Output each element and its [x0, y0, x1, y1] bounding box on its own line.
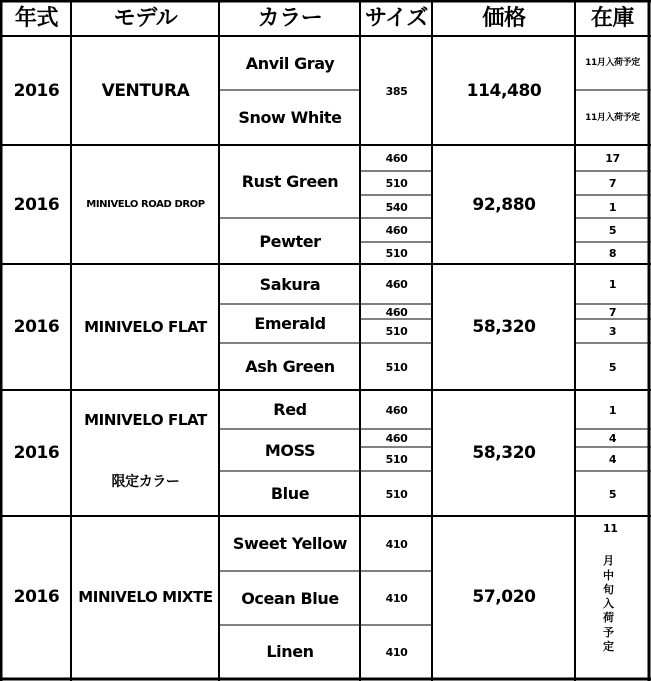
size-cell: 510 [385, 325, 408, 338]
stock-note-vertical: 11 月 中 旬 入 荷 予 定 [603, 522, 618, 654]
header-size: サイズ [364, 6, 429, 31]
size-cell: 510 [385, 360, 408, 374]
size-cell: 540 [385, 200, 408, 214]
color-cell: Emerald [254, 314, 326, 333]
model-cell: MINIVELO FLAT [84, 410, 207, 429]
color-cell: Ocean Blue [241, 588, 339, 608]
year-cell: 2016 [13, 587, 60, 607]
size-cell: 385 [385, 84, 408, 98]
size-cell: 460 [385, 224, 408, 237]
color-cell: Sweet Yellow [232, 534, 348, 553]
price-cell: 58,320 [472, 317, 536, 337]
stock-cell: 17 [605, 152, 620, 165]
year-cell: 2016 [13, 194, 60, 215]
header-year: 年式 [14, 6, 59, 31]
color-cell: Rust Green [241, 172, 339, 191]
year-cell: 2016 [13, 80, 60, 101]
stock-cell: 5 [608, 224, 617, 237]
model-cell: VENTURA [101, 80, 190, 101]
color-cell: Red [273, 400, 307, 419]
stock-cell: 4 [608, 453, 617, 466]
size-cell: 410 [385, 645, 408, 659]
size-cell: 460 [385, 403, 408, 417]
stock-cell: 11月入荷予定 [585, 112, 640, 123]
size-cell: 510 [385, 453, 408, 466]
size-cell: 410 [385, 537, 408, 551]
color-cell: Sakura [259, 274, 321, 294]
stock-cell: 1 [608, 200, 617, 214]
stock-cell: 3 [608, 325, 617, 338]
year-cell: 2016 [13, 317, 60, 337]
price-cell: 57,020 [472, 587, 536, 607]
header-model: モデル [113, 6, 178, 31]
model-cell: MINIVELO ROAD DROP [86, 199, 205, 210]
stock-cell: 8 [608, 247, 617, 260]
stock-cell: 1 [608, 403, 617, 417]
stock-cell: 1 [608, 278, 617, 291]
color-cell: Anvil Gray [245, 53, 335, 73]
color-cell: MOSS [264, 440, 316, 460]
stock-cell: 7 [608, 305, 617, 319]
model-cell: MINIVELO MIXTE [78, 588, 213, 606]
size-cell: 410 [385, 592, 408, 605]
stock-cell: 7 [608, 177, 617, 190]
header-color: カラー [257, 6, 323, 31]
header-price: 価格 [482, 6, 526, 31]
size-cell: 510 [385, 247, 408, 260]
color-cell: Linen [266, 642, 314, 661]
size-cell: 510 [385, 177, 408, 190]
year-cell: 2016 [13, 443, 60, 463]
header-stock: 在庫 [590, 6, 635, 31]
stock-cell: 5 [608, 487, 617, 501]
size-cell: 460 [385, 152, 408, 165]
size-cell: 510 [385, 487, 408, 501]
size-cell: 460 [385, 432, 408, 445]
size-cell: 460 [385, 305, 408, 319]
color-cell: Snow White [238, 108, 342, 127]
model-cell: MINIVELO FLAT [84, 318, 207, 336]
size-cell: 460 [385, 278, 408, 291]
price-cell: 58,320 [472, 443, 536, 463]
price-cell: 92,880 [472, 194, 536, 215]
color-cell: Blue [270, 484, 310, 503]
price-cell: 114,480 [466, 80, 542, 101]
model-note: 限定カラー [111, 474, 180, 490]
stock-cell: 5 [608, 360, 617, 374]
color-cell: Ash Green [245, 357, 335, 376]
color-cell: Pewter [259, 231, 321, 251]
stock-cell: 4 [608, 432, 617, 445]
stock-cell: 11月入荷予定 [585, 58, 640, 68]
